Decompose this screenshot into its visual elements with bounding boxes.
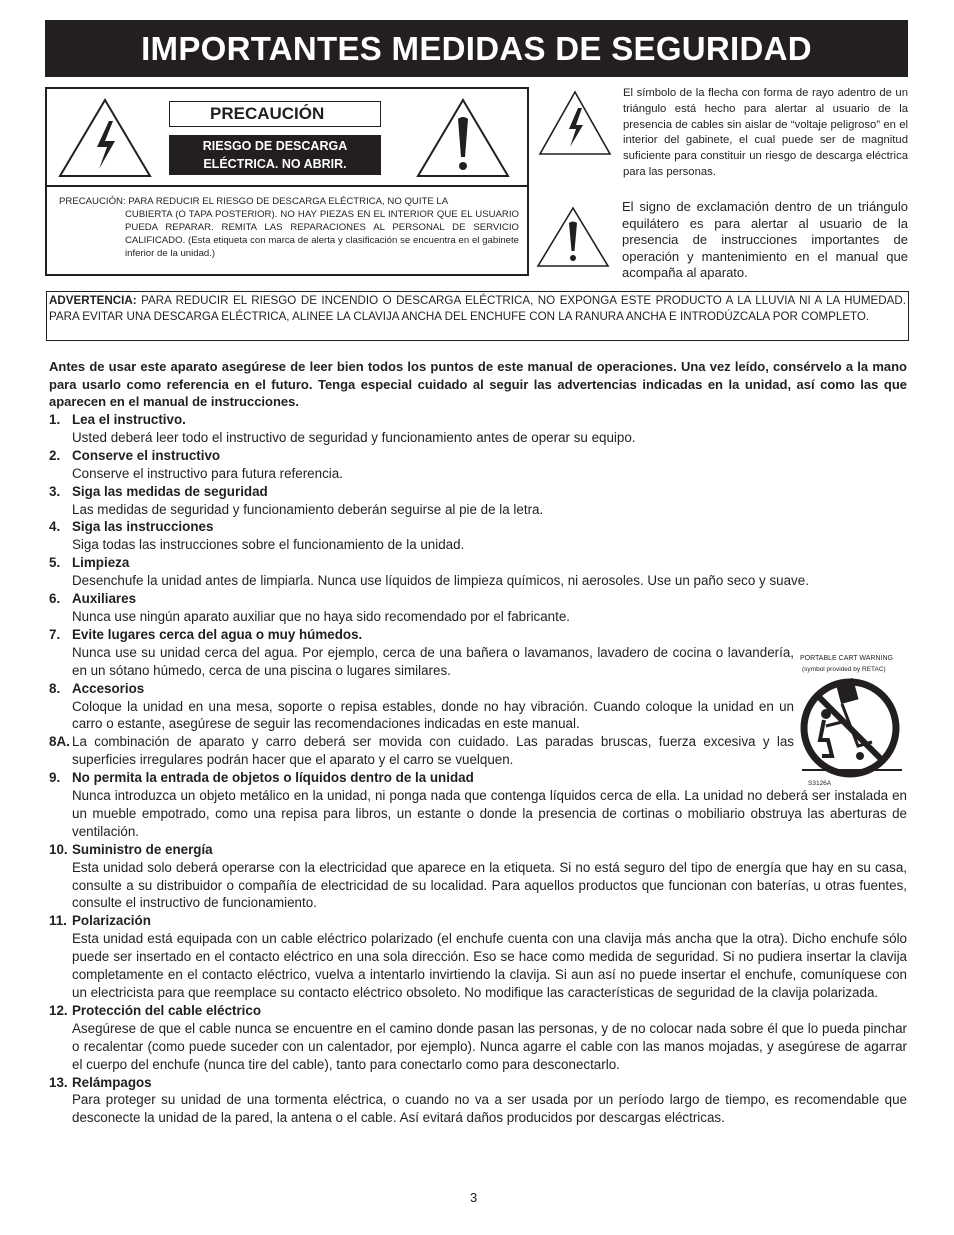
item-description: Las medidas de seguridad y funcionamiento deberán seguirse al pie de la letra. xyxy=(72,501,544,517)
item-description: Coloque la unidad en una mesa, soporte o repisa estables, donde no hay vibración. Cuando coloque la unidad en un carro o estante, asegúrese de seguir las recomendaciones indicadas en este manual. xyxy=(72,698,794,732)
item-description: Nunca use su unidad cerca del agua. Por ejemplo, cerca de una bañera o lavamanos, lavadero de cocina o lavandería, en un sótano húmedo, cerca de una piscina o lugares similares. xyxy=(72,644,794,678)
item-number: 11. xyxy=(49,913,67,929)
warning-box xyxy=(46,291,909,341)
item-number: 4. xyxy=(49,519,61,535)
caution-box xyxy=(45,87,529,276)
safety-list xyxy=(49,411,907,1127)
item-heading: Auxiliares xyxy=(72,591,137,607)
item-description: Asegúrese de que el cable nunca se encuentre en el camino donde pasan las personas, y de no colocar nada sobre él que lo pueda pinchar o recalentar (como puede suceder con un calentador, por ejemplo). Nunca agarre el cable con las manos mojadas, y asegúrese de agarrar el cuerpo del enchufe (nunca tire del cable), tanto para conectarlo como para desconectarlo. xyxy=(72,1020,907,1072)
page-title: IMPORTANTES MEDIDAS DE SEGURIDAD xyxy=(141,29,812,67)
list-item xyxy=(49,447,907,483)
caution-text-rest: CUBIERTA (O TAPA POSTERIOR). NO HAY PIEZAS EN EL INTERIOR QUE EL USUARIO PUEDA REPARAR. REMITA LAS REPARACIONES AL PERSONAL DE SERVICIO CALIFICADO. (Esta etiqueta con marca de alerta y clasificación se encuentra en el gabinete inferior de la unidad.) xyxy=(125,209,519,259)
list-item xyxy=(49,912,907,1002)
item-description: Esta unidad solo deberá operarse con la electricidad que aparece en la etiqueta. Si no está seguro del tipo de energía que hay en su casa, consulte a su distribuidor o compañía de electricidad de su localidad. Para aquellos productos que funcionan con baterías, u otras fuentes, consulte el instructivo de funcionamiento. xyxy=(72,859,907,911)
item-heading: Lea el instructivo. xyxy=(72,412,186,427)
item-number: 12. xyxy=(49,1002,68,1018)
item-heading: Siga las instrucciones xyxy=(72,519,214,535)
portable-cart-warning xyxy=(796,652,908,794)
list-item xyxy=(49,483,907,519)
item-description: La combinación de aparato y carro deberá ser movida con cuidado. Las paradas bruscas, fuerza excesiva y las superficies irregulares podrán hacer que el aparato y el carro se vuelquen. xyxy=(72,734,794,768)
item-number: 6. xyxy=(49,591,61,607)
item-heading: Limpieza xyxy=(72,555,130,571)
caution-text xyxy=(59,195,519,260)
item-number: 2. xyxy=(49,447,61,463)
item-number: 7. xyxy=(49,626,61,642)
list-item xyxy=(49,554,907,590)
list-item xyxy=(49,733,907,769)
warning-text: PARA REDUCIR EL RIESGO DE INCENDIO O DESCARGA ELÉCTRICA, NO EXPONGA ESTE PRODUCTO A LA LLUVIA NI A LA HUMEDAD. PARA EVITAR UNA DESCARGA ELÉCTRICA, ALINEE LA CLAVIJA ANCHA DEL ENCHUFE CON LA RANURA ANCHA E INTRODÚZCALA POR COMPLETO. xyxy=(49,294,906,323)
item-number: 9. xyxy=(49,770,61,786)
item-description: Esta unidad está equipada con un cable eléctrico polarizado (el enchufe cuenta con una clavija más ancha que la otra). Dicho enchufe sólo puede ser insertado en el contacto eléctrico en una sola dirección. Eso se hace como medida de seguridad. Si no pudiera insertar la clavija completamente en el contacto eléctrico, vuelva a intentarlo invirtiendo la clavija. Si aun así no puede insertar el enchufe, comuníquese con un electricista para que reemplace su contacto eléctrico obsoleto. No modifique las características de seguridad de la clavija polarizada. xyxy=(72,931,907,1000)
list-item xyxy=(49,626,907,680)
page-number: 3 xyxy=(470,1190,478,1205)
precaucion-label: PRECAUCIÓN xyxy=(169,101,381,127)
item-description: Desenchufe la unidad antes de limpiarla. Nunca use líquidos de limpieza químicos, ni aerosoles. Use un paño seco y suave. xyxy=(72,573,809,589)
exclamation-symbol-text: El signo de exclamación dentro de un triángulo equilátero es para alertar al usuario de la presencia de instrucciones importantes de operación y mantenimiento en el manual que acompaña al aparato. xyxy=(622,199,908,280)
item-heading: Protección del cable eléctrico xyxy=(72,1002,262,1018)
cart-warning-title: PORTABLE CART WARNING xyxy=(800,655,893,662)
item-heading: Polarización xyxy=(72,913,151,929)
cart-warning-subtitle: (symbol provided by RETAC) xyxy=(802,666,886,673)
list-item xyxy=(49,680,907,734)
risk-line-1: RIESGO DE DESCARGA xyxy=(202,139,348,153)
item-description: Conserve el instructivo para futura referencia. xyxy=(72,465,343,481)
item-description: Usted deberá leer todo el instructivo de seguridad y funcionamiento antes de operar su equipo. xyxy=(72,429,636,445)
item-description: Nunca introduzca un objeto metálico en la unidad, ni ponga nada que contenga líquidos cerca de ella. La unidad no deberá ser instalada en un mueble empotrado, como una repisa para libros, un estante o donde la presencia de cortinas o mobiliario obstruya las aberturas de ventilación. xyxy=(72,788,907,839)
lightning-symbol-icon xyxy=(538,90,612,156)
item-number: 1. xyxy=(49,412,61,427)
item-heading: No permita la entrada de objetos o líquidos dentro de la unidad xyxy=(72,770,474,786)
item-number: 10. xyxy=(49,841,68,857)
exclamation-symbol-icon xyxy=(536,206,610,268)
cart-warning-code: S3126A xyxy=(808,780,832,787)
lightning-triangle-icon xyxy=(57,97,153,179)
list-item xyxy=(49,411,907,447)
item-number: 5. xyxy=(49,555,61,571)
item-number: 13. xyxy=(49,1074,68,1090)
list-item xyxy=(49,1002,907,1074)
item-heading: Evite lugares cerca del agua o muy húmedos. xyxy=(72,626,363,642)
list-item xyxy=(49,841,907,913)
item-number: 3. xyxy=(49,483,61,499)
item-heading: Suministro de energía xyxy=(72,841,213,857)
item-number: 8. xyxy=(49,680,61,696)
caution-header xyxy=(47,89,527,187)
item-description: Nunca use ningún aparato auxiliar que no haya sido recomendado por el fabricante. xyxy=(72,608,571,624)
item-heading: Accesorios xyxy=(72,680,145,696)
lightning-symbol-text: El símbolo de la flecha con forma de rayo adentro de un triángulo está hecho para alertar al usuario de la presencia de cables sin aislar de “voltaje peligroso” en el interior del gabinete, el cual puede ser de magnitud suficiente para constituir un riesgo de descarga eléctrica para las personas. xyxy=(623,87,908,178)
list-item xyxy=(49,769,907,841)
item-heading: Conserve el instructivo xyxy=(72,447,221,463)
list-item xyxy=(49,518,907,554)
item-heading: Relámpagos xyxy=(72,1074,152,1090)
warning-label: ADVERTENCIA: xyxy=(49,294,137,307)
list-item xyxy=(49,1074,907,1128)
intro-text: Antes de usar este aparato asegúrese de leer bien todos los puntos de este manual de operaciones. Una vez leído, consérvelo a la mano para usarlo como referencia en el futuro. Tenga especial cuidado al seguir las advertencias indicadas en la unidad, así como las que aparecen en el manual de instrucciones. xyxy=(49,359,907,410)
item-description: Para proteger su unidad de una tormenta eléctrica, o cuando no va a ser usada por un período largo de tiempo, es recomendable que desconecte la unidad de la pared, la antena o el cable. Así evitará daños producidos por descargas eléctricas. xyxy=(72,1092,907,1126)
risk-label xyxy=(169,135,381,175)
risk-line-2: ELÉCTRICA. NO ABRIR. xyxy=(203,157,347,171)
item-heading: Siga las medidas de seguridad xyxy=(72,483,268,499)
list-item xyxy=(49,590,907,626)
caution-text-first: PRECAUCIÓN: PARA REDUCIR EL RIESGO DE DESCARGA ELÉCTRICA, NO QUITE LA xyxy=(59,196,449,207)
exclamation-triangle-icon xyxy=(415,97,511,179)
item-number: 8A. xyxy=(49,734,70,750)
tipping-cart-icon xyxy=(798,676,904,780)
title-bar xyxy=(45,20,908,77)
item-description: Siga todas las instrucciones sobre el funcionamiento de la unidad. xyxy=(72,537,465,553)
